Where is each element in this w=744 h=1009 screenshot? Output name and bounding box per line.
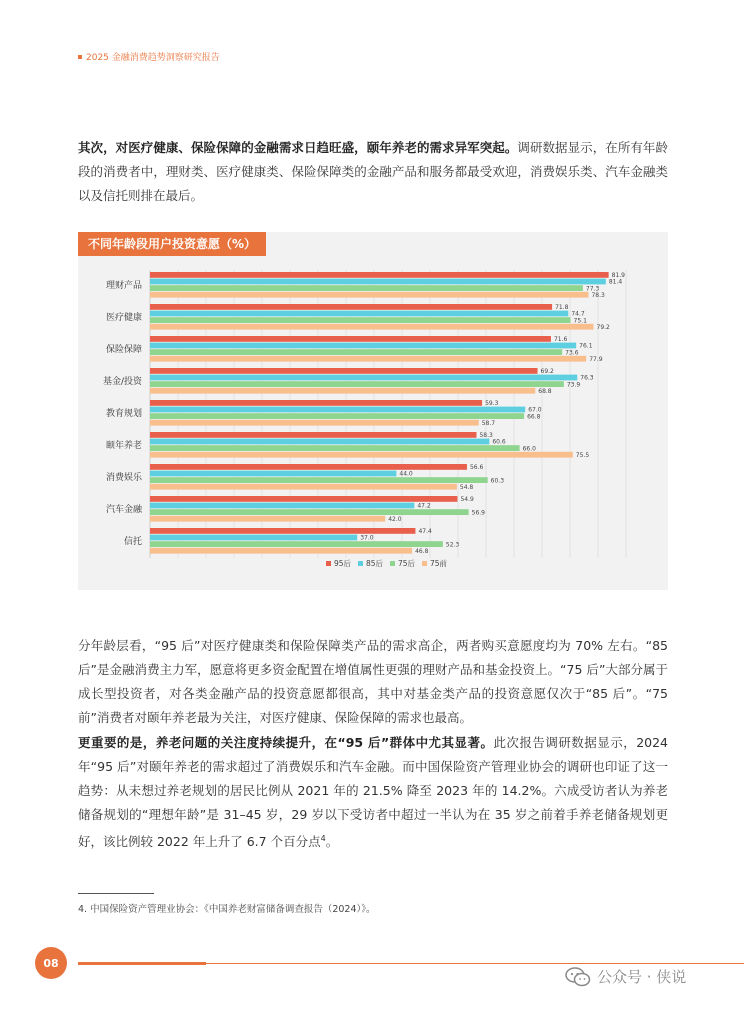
paragraph-retirement-bold: 更重要的是，养老问题的关注度持续提升，在“95 后”群体中尤其显著。 <box>78 735 494 750</box>
header-bullet-icon <box>78 55 82 59</box>
category-label: 基金/投资 <box>102 377 142 388</box>
data-label: 60.6 <box>492 438 506 446</box>
data-label: 58.3 <box>479 432 493 440</box>
bar <box>150 375 577 381</box>
paragraph-retirement-text: 此次报告调研数据显示，2024 年“95 后”对颐年养老的需求超过了消费娱乐和汽车金融。而中国保险资产管理业协会的调研也印证了这一趋势：从未想过养老规划的居民比例从 2021 年的 21.5% 降至 2023 年的 14.2%。六成受访者认为养老储备规划的“理想年龄”是 31–45 岁，29 岁以下受访者中超过一半认为在 35 岁之前着手养老储备规划更好，该比例较 2022 年上升了 6.7 个百分点 <box>78 735 669 850</box>
paragraph-retirement <box>78 731 668 854</box>
bar <box>150 407 525 413</box>
bar <box>150 496 457 502</box>
bar <box>150 336 551 342</box>
data-label: 67.0 <box>528 406 542 414</box>
bar <box>150 452 573 458</box>
data-label: 56.6 <box>469 464 484 472</box>
data-label: 66.8 <box>527 413 541 421</box>
data-label: 78.3 <box>591 291 605 299</box>
bar <box>150 420 479 426</box>
data-label: 73.9 <box>566 381 581 389</box>
category-label: 消费娱乐 <box>105 473 142 484</box>
bar <box>150 484 457 490</box>
footnote-ref[interactable]: 4 <box>320 834 326 843</box>
legend-swatch <box>422 561 427 566</box>
bar <box>150 445 520 451</box>
bar <box>150 381 564 387</box>
legend-swatch <box>390 561 395 566</box>
bar <box>150 279 606 285</box>
data-label: 47.4 <box>418 528 432 536</box>
legend-swatch <box>358 561 363 566</box>
watermark-text: 公众号 · 侠说 <box>597 968 687 986</box>
data-label: 44.0 <box>399 470 413 478</box>
data-label: 52.3 <box>445 541 460 549</box>
header-title: 2025 金融消费趋势洞察研究报告 <box>86 53 220 63</box>
wechat-icon <box>565 967 591 987</box>
bar <box>150 477 488 483</box>
bar <box>150 356 586 362</box>
data-label: 54.8 <box>459 483 474 491</box>
data-label: 54.9 <box>460 496 474 504</box>
bar <box>150 541 443 547</box>
bar <box>150 439 489 445</box>
category-label: 汽车金融 <box>105 505 142 516</box>
data-label: 66.0 <box>522 445 536 453</box>
chart-title: 不同年龄段用户投资意愿（%） <box>78 232 266 256</box>
data-label: 59.3 <box>485 400 499 408</box>
data-label: 79.2 <box>596 323 610 331</box>
bar <box>150 413 524 419</box>
data-label: 69.2 <box>540 368 554 376</box>
investment-willingness-chart <box>78 232 668 590</box>
data-label: 42.0 <box>388 515 402 523</box>
legend-label: 85后 <box>366 559 384 568</box>
data-label: 71.6 <box>553 336 568 344</box>
legend-swatch <box>326 561 331 566</box>
bar <box>150 432 476 438</box>
category-label: 教育规划 <box>105 409 142 420</box>
bar <box>150 400 482 406</box>
watermark <box>565 966 686 987</box>
bar <box>150 317 571 323</box>
bar <box>150 368 538 374</box>
paragraph-intro-text: 调研数据显示，在所有年龄段的消费者中，理财类、医疗健康类、保险保障类的金融产品和服务都最受欢迎，消费娱乐类、汽车金融类以及信托则排在最后。 <box>78 140 668 203</box>
data-label: 68.8 <box>538 387 552 395</box>
data-label: 77.3 <box>585 285 600 293</box>
bar <box>150 548 412 554</box>
paragraph-intro <box>78 136 668 208</box>
bar <box>150 285 583 291</box>
category-label: 医疗健康 <box>105 313 142 324</box>
data-label: 81.9 <box>611 272 625 280</box>
report-header <box>78 50 220 63</box>
data-label: 56.9 <box>471 509 485 517</box>
data-label: 76.3 <box>580 374 594 382</box>
bar <box>150 516 385 522</box>
data-label: 75.1 <box>573 317 587 325</box>
legend-label: 95后 <box>334 559 352 568</box>
bar <box>150 503 414 509</box>
data-label: 60.3 <box>490 477 505 485</box>
bar <box>150 464 467 470</box>
paragraph-age-analysis: 分年龄层看，“95 后”对医疗健康类和保险保障类产品的需求高企，两者购买意愿度均为 70% 左右。“85 后”是金融消费主力军，愿意将更多资金配置在增值属性更强的理财产品和基金投资上。“75 后”大部分属于成长型投资者，对各类金融产品的投资意愿都很高，其中对基金类产品的投资意愿仅次于“85 后”。“75 前”消费者对颐年养老最为关注，对医疗健康、保险保障的需求也最高。 <box>78 638 668 725</box>
bar <box>150 343 576 349</box>
category-label: 信托 <box>123 537 142 548</box>
category-label: 保险保障 <box>105 345 142 356</box>
bar <box>150 324 594 330</box>
footer-accent-bar <box>78 962 206 965</box>
category-label: 颐年养老 <box>105 441 142 452</box>
bar <box>150 292 588 298</box>
data-label: 77.9 <box>589 355 603 363</box>
footnote-divider <box>78 893 154 894</box>
data-label: 81.4 <box>608 278 623 286</box>
data-label: 75.5 <box>575 451 590 459</box>
data-label: 58.7 <box>481 419 496 427</box>
bar <box>150 535 357 541</box>
paragraph-retirement-end: 。 <box>325 834 339 850</box>
data-label: 46.8 <box>415 547 429 555</box>
bar <box>150 272 609 278</box>
data-label: 37.0 <box>360 534 374 542</box>
bar <box>150 388 535 394</box>
data-label: 74.7 <box>571 310 585 318</box>
footer-rule <box>206 963 744 964</box>
legend-label: 75后 <box>398 559 416 568</box>
bar <box>150 311 568 317</box>
bar <box>150 509 469 515</box>
chart-panel <box>78 232 668 590</box>
paragraph-intro-bold: 其次，对医疗健康、保险保障的金融需求日趋旺盛，颐年养老的需求异军突起。 <box>78 140 518 155</box>
category-label: 理财产品 <box>105 281 142 292</box>
legend-label: 75前 <box>430 559 448 568</box>
footnote: 4. 中国保险资产管理业协会：《中国养老财富储备调查报告（2024）》。 <box>78 904 376 915</box>
bar <box>150 528 415 534</box>
data-label: 73.6 <box>565 349 579 357</box>
bar <box>150 471 396 477</box>
page-number: 08 <box>35 947 67 979</box>
data-label: 71.8 <box>555 304 569 312</box>
bar <box>150 349 562 355</box>
bar <box>150 304 552 310</box>
data-label: 47.2 <box>417 502 431 510</box>
data-label: 76.1 <box>579 342 593 350</box>
